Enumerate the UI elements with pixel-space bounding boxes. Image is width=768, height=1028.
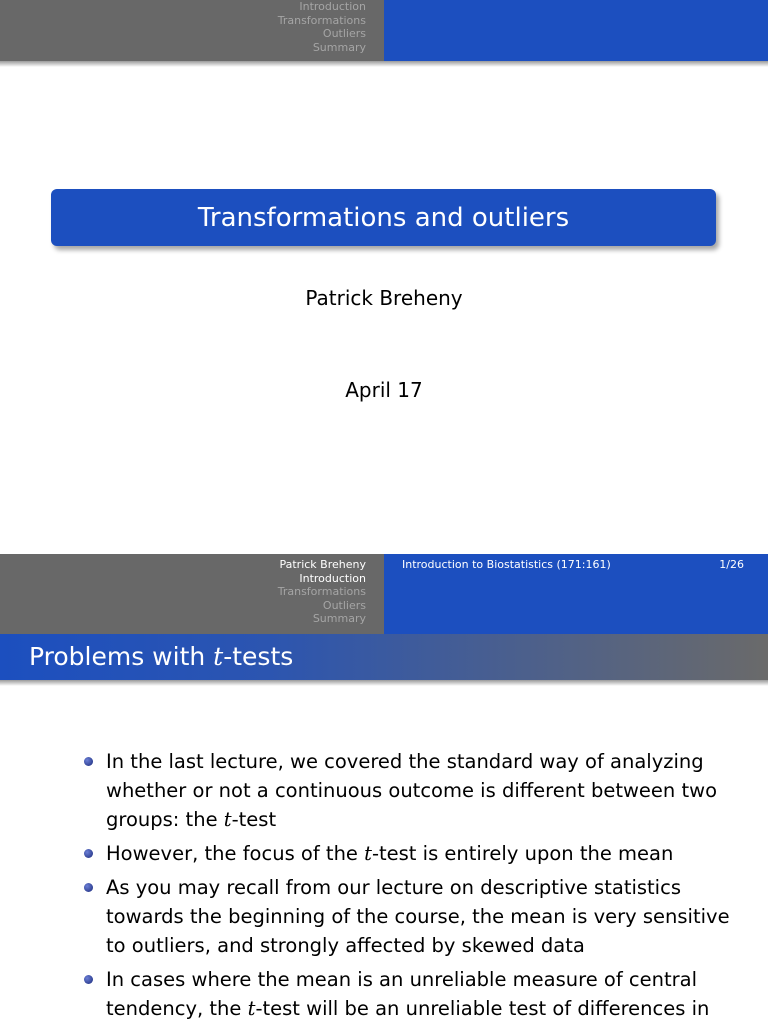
bullet-icon <box>84 757 93 766</box>
frame-title-shadow <box>0 680 768 686</box>
footer-bar <box>384 554 768 634</box>
bullet-icon <box>84 849 93 858</box>
nav-item-introduction[interactable]: Introduction <box>299 571 366 585</box>
nav-item-outliers[interactable]: Outliers <box>322 598 366 612</box>
bullet-item <box>82 873 742 960</box>
bullet-icon <box>84 975 93 984</box>
bullet-item <box>82 965 742 1023</box>
frame-title-italic: t <box>213 642 224 671</box>
author-name: Patrick Breheny <box>305 286 463 310</box>
bullet-text: In cases where the mean is an unreliable measure of central tendency, the <box>106 968 697 1020</box>
nav-item-transformations[interactable]: Transformations <box>277 13 366 27</box>
bullet-italic: t <box>223 808 232 831</box>
bullet-item <box>82 839 742 868</box>
bullet-list <box>82 747 742 1028</box>
presentation-title-box <box>51 189 716 246</box>
page-number: 1/26 <box>719 558 744 571</box>
nav-item-transformations[interactable]: Transformations <box>277 585 366 599</box>
frame-title-post: -tests <box>223 642 294 671</box>
bullet-italic: t <box>247 997 256 1020</box>
bullet-text: In the last lecture, we covered the standard way of analyzing whether or not a continuous outcome is different between two groups: the <box>106 750 718 831</box>
footer-author: Patrick Breheny <box>279 558 366 571</box>
bullet-italic: t <box>364 842 372 865</box>
nav-item-introduction[interactable]: Introduction <box>299 0 366 13</box>
nav-item-outliers[interactable]: Outliers <box>322 27 366 41</box>
footer-course-title: Introduction to Biostatistics (171:161) <box>402 558 611 571</box>
nav-item-summary[interactable]: Summary <box>312 40 366 54</box>
header-shadow <box>0 61 768 67</box>
frame-title-pre: Problems with <box>29 642 214 671</box>
bullet-text-end: -test will be an unreliable test of differences in <box>255 997 710 1020</box>
frame-title <box>0 634 768 680</box>
slide1-header-bar <box>384 0 768 61</box>
presentation-title: Transformations and outliers <box>197 202 570 233</box>
slide1-section-nav <box>0 0 384 61</box>
presentation-date: April 17 <box>345 378 423 402</box>
bullet-text-end: -test is entirely upon the mean <box>371 842 674 865</box>
bullet-text: However, the focus of the <box>106 842 365 865</box>
bullet-icon <box>84 883 93 892</box>
bullet-text-end: -test <box>231 808 277 831</box>
bullet-text: As you may recall from our lecture on descriptive statistics towards the beginning of the course, the mean is very sensitive to outliers, and strongly affected by skewed data <box>106 876 730 957</box>
bullet-item <box>82 747 742 834</box>
nav-item-summary[interactable]: Summary <box>312 612 366 626</box>
slide2-section-nav <box>0 554 384 634</box>
